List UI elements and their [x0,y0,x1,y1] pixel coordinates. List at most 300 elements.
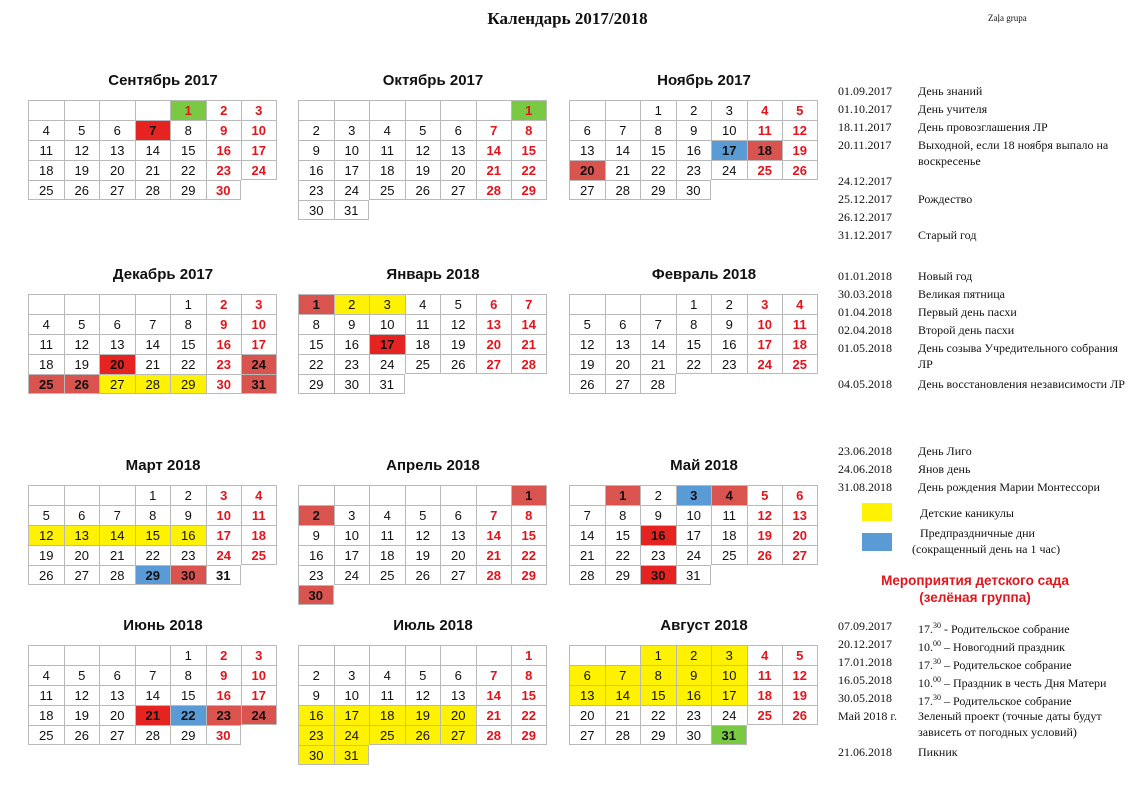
day-cell: 11 [28,140,64,160]
day-cell: 27 [64,565,100,585]
day-cell: 4 [369,120,405,140]
empty-cell [440,485,476,505]
day-cell: 13 [569,685,605,705]
day-cell: 11 [711,505,747,525]
day-cell: 1 [511,100,547,120]
day-cell: 24 [241,354,277,374]
day-cell: 1 [640,645,676,665]
month-title: Ноябрь 2017 [657,72,751,89]
day-cell: 30 [206,180,242,200]
event-date: 21.06.2018 [838,745,892,759]
holiday-row [838,226,1135,244]
day-cell: 7 [135,665,171,685]
empty-cell [369,485,405,505]
event-row [838,743,1135,761]
day-cell: 16 [206,334,242,354]
day-cell: 30 [676,725,712,745]
holiday-name: День провозглашения ЛР [918,120,1048,134]
day-cell: 30 [640,565,676,585]
day-cell: 17 [747,334,783,354]
day-cell: 25 [747,160,783,180]
month-september [28,70,298,200]
day-cell: 16 [298,705,334,725]
event-text: Пикник [918,745,958,759]
day-cell: 17 [711,685,747,705]
holiday-date: 23.06.2018 [838,444,892,458]
empty-cell [569,645,605,665]
day-cell: 10 [711,120,747,140]
event-row [838,689,1135,707]
day-cell: 24 [711,160,747,180]
day-cell: 6 [440,665,476,685]
month-title: Июнь 2018 [123,617,203,634]
day-cell: 21 [640,354,676,374]
day-cell: 8 [640,665,676,685]
month-april [298,455,568,605]
day-cell: 26 [405,565,441,585]
day-cell: 7 [605,665,641,685]
day-cell: 21 [511,334,547,354]
holiday-date: 24.12.2017 [838,174,892,188]
event-text: 17.30 – Родительское собрание [918,657,1072,672]
day-cell: 25 [369,565,405,585]
day-cell: 21 [135,160,171,180]
day-cell: 15 [640,140,676,160]
day-cell: 8 [170,665,206,685]
day-cell: 15 [170,140,206,160]
day-cell: 29 [511,725,547,745]
day-cell: 20 [99,354,135,374]
day-cell: 26 [782,705,818,725]
day-cell: 18 [369,160,405,180]
day-cell: 16 [170,525,206,545]
day-cell: 27 [440,565,476,585]
empty-cell [28,100,64,120]
day-cell: 15 [135,525,171,545]
holiday-date: 18.11.2017 [838,120,892,134]
day-cell: 19 [405,705,441,725]
day-cell: 22 [640,160,676,180]
day-cell: 22 [170,705,206,725]
day-cell: 5 [405,665,441,685]
day-cell: 28 [135,725,171,745]
day-cell: 15 [640,685,676,705]
day-cell: 9 [170,505,206,525]
day-cell: 6 [99,314,135,334]
day-cell: 17 [676,525,712,545]
month-grid [569,294,839,394]
day-cell: 8 [170,314,206,334]
month-title: Август 2018 [660,617,748,634]
day-cell: 10 [747,314,783,334]
day-cell: 31 [369,374,405,394]
day-cell: 26 [64,374,100,394]
day-cell: 24 [241,705,277,725]
day-cell: 1 [511,485,547,505]
holiday-date: 01.04.2018 [838,305,892,319]
event-text: 17.30 – Родительское собрание [918,693,1072,708]
legend-preholiday-swatch [862,533,892,551]
day-cell: 14 [135,334,171,354]
day-cell: 26 [28,565,64,585]
day-cell: 10 [334,685,370,705]
holiday-row [838,339,1135,375]
day-cell: 22 [511,545,547,565]
empty-cell [569,485,605,505]
kindergarten-events [838,617,1135,761]
day-cell: 2 [206,294,242,314]
empty-cell [135,100,171,120]
day-cell: 27 [569,180,605,200]
day-cell: 10 [369,314,405,334]
day-cell: 27 [99,374,135,394]
day-cell: 30 [298,585,334,605]
holiday-date: 04.05.2018 [838,377,892,391]
day-cell: 19 [64,354,100,374]
day-cell: 14 [476,685,512,705]
day-cell: 29 [170,180,206,200]
day-cell: 13 [99,334,135,354]
day-cell: 18 [369,545,405,565]
day-cell: 8 [511,665,547,685]
empty-cell [64,294,100,314]
day-cell: 2 [676,100,712,120]
month-grid [298,645,568,765]
day-cell: 6 [605,314,641,334]
empty-cell [405,485,441,505]
day-cell: 12 [782,665,818,685]
event-text: 17.30 - Родительское собрание [918,621,1070,636]
day-cell: 1 [170,645,206,665]
empty-cell [334,100,370,120]
day-cell: 8 [511,120,547,140]
month-title: Январь 2018 [386,266,480,283]
day-cell: 5 [405,120,441,140]
day-cell: 2 [170,485,206,505]
day-cell: 22 [298,354,334,374]
day-cell: 22 [170,354,206,374]
empty-cell [405,645,441,665]
day-cell: 28 [476,565,512,585]
day-cell: 19 [405,160,441,180]
event-text: 10.00 – Новогодний праздник [918,639,1065,654]
day-cell: 21 [135,705,171,725]
empty-cell [605,100,641,120]
day-cell: 8 [298,314,334,334]
day-cell: 1 [511,645,547,665]
day-cell: 26 [405,180,441,200]
day-cell: 12 [405,685,441,705]
day-cell: 11 [369,140,405,160]
day-cell: 15 [170,334,206,354]
day-cell: 25 [369,725,405,745]
day-cell: 10 [711,665,747,685]
day-cell: 2 [206,100,242,120]
month-february [569,264,839,394]
day-cell: 29 [298,374,334,394]
day-cell: 10 [241,120,277,140]
day-cell: 9 [711,314,747,334]
day-cell: 25 [747,705,783,725]
day-cell: 23 [711,354,747,374]
day-cell: 3 [206,485,242,505]
day-cell: 24 [676,545,712,565]
month-august [569,615,839,745]
holiday-row [838,136,1135,172]
day-cell: 5 [64,120,100,140]
day-cell: 22 [511,160,547,180]
day-cell: 30 [676,180,712,200]
month-grid [28,294,298,394]
empty-cell [640,294,676,314]
day-cell: 7 [605,120,641,140]
day-cell: 4 [28,665,64,685]
day-cell: 4 [241,485,277,505]
event-row [838,671,1135,689]
day-cell: 9 [640,505,676,525]
day-cell: 9 [298,140,334,160]
day-cell: 13 [64,525,100,545]
empty-cell [28,485,64,505]
day-cell: 25 [28,180,64,200]
holiday-list-spring [838,267,1135,411]
event-row [838,635,1135,653]
day-cell: 23 [676,160,712,180]
holiday-name: День Лиго [918,444,972,458]
day-cell: 5 [747,485,783,505]
day-cell: 30 [298,200,334,220]
day-cell: 30 [298,745,334,765]
holiday-date: 25.12.2017 [838,192,892,206]
day-cell: 13 [569,140,605,160]
day-cell: 31 [206,565,242,585]
day-cell: 16 [676,685,712,705]
day-cell: 13 [440,685,476,705]
month-june [28,615,298,745]
holiday-date: 01.09.2017 [838,84,892,98]
holiday-row [838,303,1135,321]
holiday-row [838,82,1135,100]
day-cell: 8 [640,120,676,140]
day-cell: 23 [206,705,242,725]
day-cell: 8 [676,314,712,334]
day-cell: 1 [170,100,206,120]
holiday-list-summer [838,442,1135,496]
day-cell: 3 [369,294,405,314]
month-grid [569,645,839,745]
holiday-name: День созыва Учредительного собрания ЛР [918,341,1118,371]
day-cell: 18 [28,160,64,180]
holiday-name: Старый год [918,228,977,242]
day-cell: 15 [605,525,641,545]
day-cell: 15 [511,685,547,705]
month-title: Май 2018 [670,457,738,474]
month-title: Декабрь 2017 [112,266,214,283]
empty-cell [99,294,135,314]
day-cell: 10 [334,140,370,160]
day-cell: 4 [28,120,64,140]
day-cell: 6 [99,120,135,140]
day-cell: 23 [298,565,334,585]
month-december [28,264,298,394]
day-cell: 6 [440,120,476,140]
day-cell: 20 [605,354,641,374]
day-cell: 20 [440,705,476,725]
day-cell: 6 [99,665,135,685]
day-cell: 10 [334,525,370,545]
day-cell: 14 [511,314,547,334]
day-cell: 13 [605,334,641,354]
holiday-date: 01.10.2017 [838,102,892,116]
day-cell: 6 [476,294,512,314]
month-title: Март 2018 [125,457,201,474]
day-cell: 9 [206,665,242,685]
holiday-date: 01.05.2018 [838,341,892,355]
day-cell: 28 [476,725,512,745]
month-title: Февраль 2018 [651,266,757,283]
empty-cell [99,645,135,665]
month-grid [28,100,298,200]
kindergarten-title [845,572,1105,606]
day-cell: 3 [676,485,712,505]
empty-cell [64,100,100,120]
group-label: Zaļa grupa [988,13,1027,23]
day-cell: 5 [782,100,818,120]
empty-cell [298,100,334,120]
month-july [298,615,568,765]
day-cell: 19 [28,545,64,565]
day-cell: 22 [135,545,171,565]
month-grid [298,485,568,605]
day-cell: 11 [369,525,405,545]
day-cell: 20 [476,334,512,354]
day-cell: 16 [334,334,370,354]
day-cell: 4 [782,294,818,314]
kindergarten-title-line2: (зелёная группа) [919,590,1031,605]
day-cell: 20 [782,525,818,545]
day-cell: 19 [782,685,818,705]
day-cell: 23 [298,725,334,745]
holiday-row [838,118,1135,136]
day-cell: 16 [298,160,334,180]
day-cell: 27 [440,725,476,745]
holiday-date: 31.08.2018 [838,480,892,494]
day-cell: 20 [440,545,476,565]
empty-cell [476,485,512,505]
day-cell: 26 [569,374,605,394]
day-cell: 5 [440,294,476,314]
day-cell: 24 [206,545,242,565]
day-cell: 29 [135,565,171,585]
empty-cell [440,645,476,665]
month-grid [28,485,298,585]
day-cell: 13 [440,525,476,545]
day-cell: 6 [569,120,605,140]
day-cell: 18 [28,354,64,374]
day-cell: 24 [711,705,747,725]
empty-cell [605,294,641,314]
day-cell: 15 [511,525,547,545]
day-cell: 14 [135,685,171,705]
event-date: 30.05.2018 [838,691,892,705]
day-cell: 1 [170,294,206,314]
day-cell: 18 [241,525,277,545]
month-grid [569,100,839,200]
day-cell: 20 [569,705,605,725]
day-cell: 8 [170,120,206,140]
day-cell: 2 [298,120,334,140]
day-cell: 20 [569,160,605,180]
day-cell: 27 [569,725,605,745]
day-cell: 23 [170,545,206,565]
day-cell: 29 [170,374,206,394]
day-cell: 22 [640,705,676,725]
day-cell: 2 [298,505,334,525]
day-cell: 14 [476,140,512,160]
day-cell: 4 [405,294,441,314]
day-cell: 3 [334,665,370,685]
day-cell: 11 [747,665,783,685]
page-title: Календарь 2017/2018 [487,9,648,28]
holiday-date: 24.06.2018 [838,462,892,476]
day-cell: 7 [569,505,605,525]
day-cell: 17 [241,685,277,705]
day-cell: 10 [206,505,242,525]
day-cell: 27 [605,374,641,394]
day-cell: 7 [511,294,547,314]
day-cell: 5 [569,314,605,334]
day-cell: 24 [369,354,405,374]
empty-cell [135,645,171,665]
empty-cell [569,294,605,314]
day-cell: 26 [782,160,818,180]
day-cell: 29 [170,725,206,745]
day-cell: 25 [28,374,64,394]
day-cell: 15 [170,685,206,705]
day-cell: 2 [298,665,334,685]
month-may [569,455,839,585]
day-cell: 4 [28,314,64,334]
day-cell: 16 [640,525,676,545]
day-cell: 11 [747,120,783,140]
legend-vacation-text: Детские каникулы [920,506,1014,520]
day-cell: 2 [640,485,676,505]
day-cell: 14 [605,140,641,160]
day-cell: 4 [711,485,747,505]
event-date: 07.09.2017 [838,619,892,633]
holiday-row [838,172,1135,190]
day-cell: 21 [476,160,512,180]
day-cell: 9 [298,525,334,545]
day-cell: 30 [206,374,242,394]
month-november [569,70,839,200]
holiday-date: 26.12.2017 [838,210,892,224]
day-cell: 19 [782,140,818,160]
holiday-name: День рождения Марии Монтессори [918,480,1100,494]
holiday-row [838,478,1135,496]
day-cell: 11 [369,685,405,705]
day-cell: 29 [605,565,641,585]
day-cell: 16 [298,545,334,565]
legend-preholiday-text-1: Предпраздничные дни [920,526,1035,540]
day-cell: 31 [676,565,712,585]
month-title: Октябрь 2017 [382,72,484,89]
day-cell: 3 [711,645,747,665]
holiday-row [838,321,1135,339]
empty-cell [99,100,135,120]
empty-cell [28,294,64,314]
day-cell: 19 [747,525,783,545]
